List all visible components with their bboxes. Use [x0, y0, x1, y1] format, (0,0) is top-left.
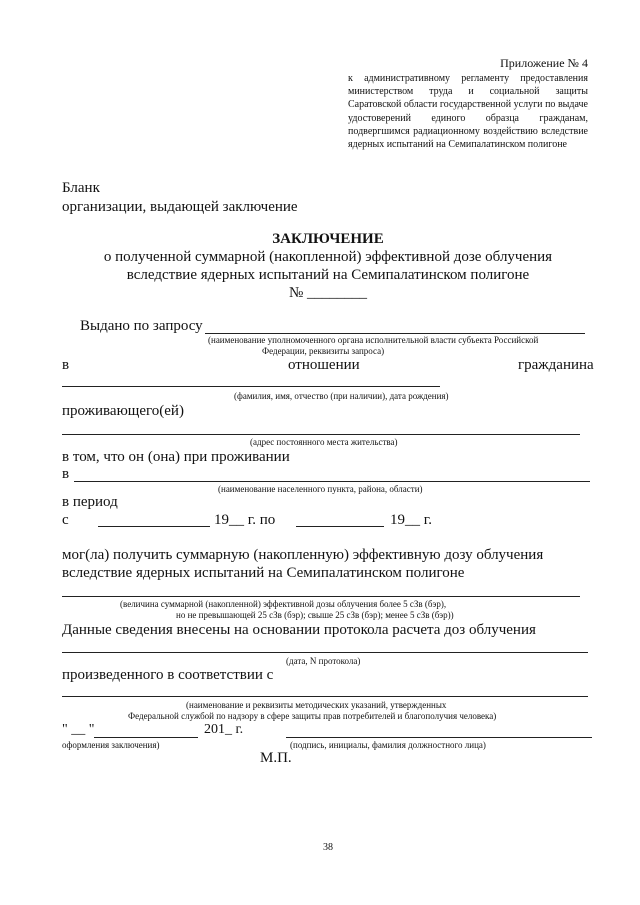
period-start-line[interactable]: [98, 526, 210, 527]
relation-v: в: [62, 357, 70, 373]
period-year-b: 19__ г.: [390, 512, 432, 528]
date-month-line[interactable]: [94, 737, 198, 738]
issued-label: Выдано по запросу: [80, 318, 203, 334]
person-hint: (фамилия, имя, отчество (при наличии), дата рождения): [234, 391, 449, 401]
appendix-text: к административному регламенту предоставления министерством труда и социальной защиты Саратовской области государственной услуги по выдаче удостоверений единого образца гражданам, подвергшимся радиационному воздействию вследствие ядерных испытаний на Семипалатинском полигоне: [348, 73, 588, 151]
method-field-line[interactable]: [62, 696, 588, 697]
protocol-hint: (дата, N протокола): [286, 656, 361, 666]
document-subtitle-1: о полученной суммарной (накопленной) эффективной дозе облучения: [103, 249, 553, 265]
issued-field-line[interactable]: [205, 333, 585, 334]
method-hint-1: (наименование и реквизиты методических указаний, утвержденных: [186, 700, 447, 710]
stamp-place: М.П.: [260, 750, 292, 766]
protocol-field-line[interactable]: [62, 652, 588, 653]
could-line-2: вследствие ядерных испытаний на Семипалатинском полигоне: [62, 565, 465, 581]
residing-label: проживающего(ей): [62, 403, 184, 419]
date-quotes: " __ ": [62, 722, 95, 737]
dose-hint-2: но не превышающей 25 сЗв (бэр); свыше 25 сЗв (бэр); менее 5 сЗв (бэр)): [176, 610, 454, 620]
blank-label: Бланк: [62, 180, 100, 196]
signature-hint: (подпись, инициалы, фамилия должностного лица): [290, 740, 486, 750]
issued-hint-2: Федерации, реквизиты запроса): [262, 346, 385, 356]
signature-line[interactable]: [286, 737, 592, 738]
method-hint-2: Федеральной службой по надзору в сфере защиты прав потребителей и благополучия человека): [128, 711, 497, 721]
period-from: с: [62, 512, 69, 528]
appendix-title: Приложение № 4: [500, 56, 588, 70]
place-field-line[interactable]: [74, 481, 590, 482]
issued-hint-1: (наименование уполномоченного органа исполнительной власти субъекта Российской: [208, 335, 539, 345]
period-end-line[interactable]: [296, 526, 384, 527]
person-field-line[interactable]: [62, 386, 440, 387]
data-entered-label: Данные сведения внесены на основании протокола расчета доз облучения: [62, 622, 536, 638]
document-subtitle-2: вследствие ядерных испытаний на Семипалатинском полигоне: [126, 267, 530, 283]
date-year: 201_ г.: [204, 722, 244, 737]
relation-citizen: гражданина: [518, 357, 594, 373]
living-v: в: [62, 466, 70, 482]
dose-field-line[interactable]: [62, 596, 580, 597]
page-number: 38: [323, 842, 333, 853]
living-label: в том, что он (она) при проживании: [62, 449, 290, 465]
relation-word: отношении: [288, 357, 360, 373]
period-label: в период: [62, 494, 118, 510]
address-field-line[interactable]: [62, 434, 580, 435]
could-line-1: мог(ла) получить суммарную (накопленную) эффективную дозу облучения: [62, 547, 544, 563]
document-title: ЗАКЛЮЧЕНИЕ: [272, 231, 384, 247]
date-hint: оформления заключения): [62, 740, 160, 750]
address-hint: (адрес постоянного места жительства): [250, 437, 398, 447]
place-hint: (наименование населенного пункта, района, области): [218, 484, 423, 494]
blank-org-label: организации, выдающей заключение: [62, 199, 298, 215]
document-number: № ________: [288, 285, 368, 301]
dose-hint-1: (величина суммарной (накопленной) эффективной дозы облучения более 5 сЗв (бэр),: [120, 599, 447, 609]
period-year-a: 19__ г. по: [214, 512, 276, 528]
produced-label: произведенного в соответствии с: [62, 667, 274, 683]
